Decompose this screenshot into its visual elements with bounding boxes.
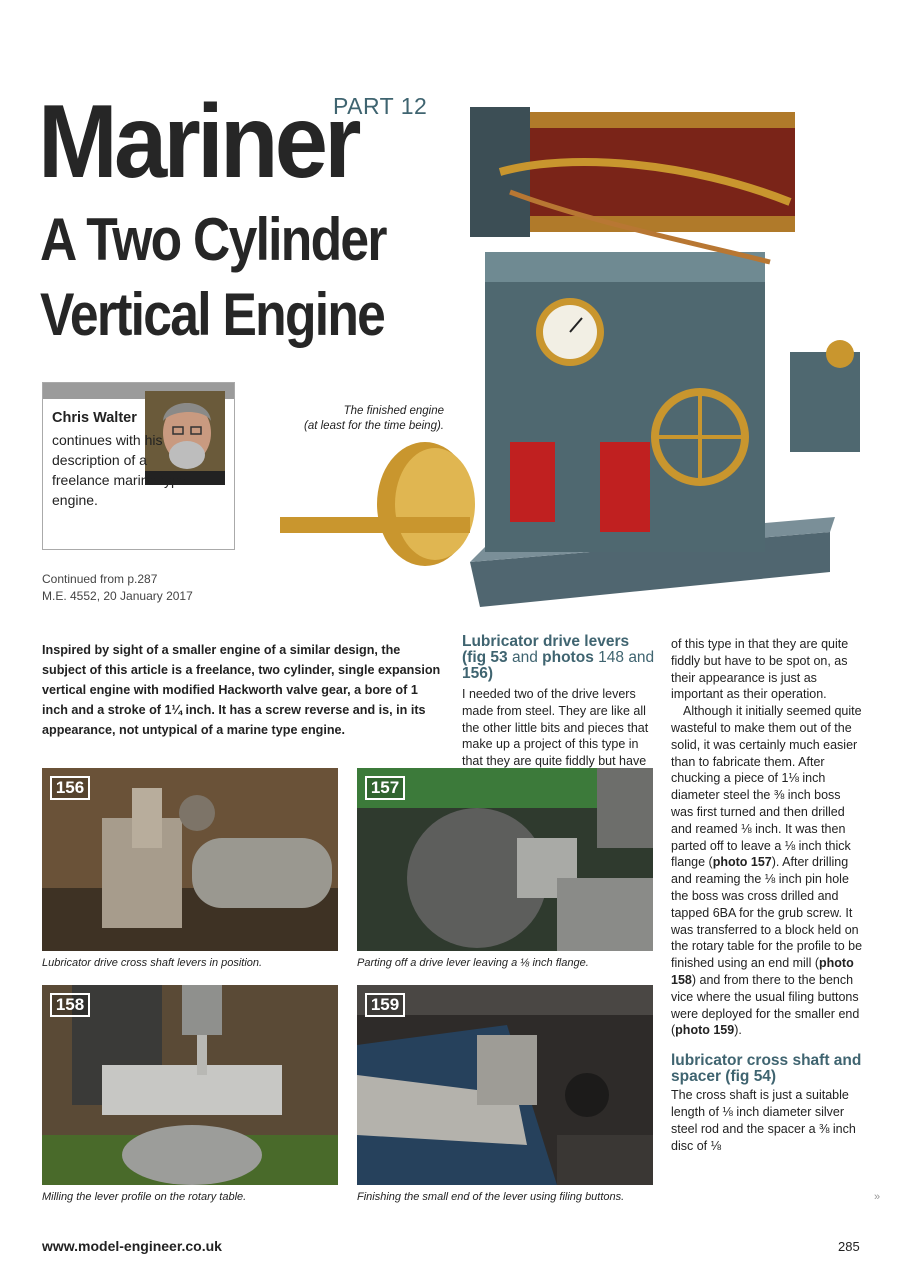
article-subtitle-line2: Vertical Engine (40, 281, 385, 348)
photo-157-caption: Parting off a drive lever leaving a ⅛ inch flange. (357, 957, 589, 969)
hero-caption: The finished engine (at least for the time being). (304, 405, 444, 432)
column-3 (671, 636, 866, 1154)
photo-157 (357, 768, 653, 951)
author-box (42, 382, 235, 550)
section1-heading: Lubricator drive levers (fig 53 and photos 148 and 156) (462, 633, 655, 682)
section1-para1: I needed two of the drive levers made from steel. They are like all the other little bits and pieces that make up a project of this type in that they are quite fiddly but have (462, 687, 649, 769)
part-label: PART 12 (333, 93, 428, 119)
photo-159-caption: Finishing the small end of the lever using filing buttons. (357, 1191, 625, 1203)
photo-number: 158 (50, 993, 90, 1017)
hero-engine-photo (270, 92, 890, 612)
photo-number: 159 (365, 993, 405, 1017)
column-2 (462, 634, 657, 770)
section1-para1-continued: of this type in that they are quite fiddly but have to be spot on, as their appearance is just as important as their operation. (671, 637, 849, 702)
author-description: continues with his description of a freelance marine type engine. (52, 432, 187, 508)
continue-arrow-icon: » (874, 1191, 881, 1203)
photo-159 (357, 985, 653, 1185)
photo-158 (42, 985, 338, 1185)
author-name: Chris Walter (52, 410, 137, 426)
section1-para2: Although it initially seemed quite wasteful to make them out of the solid, it was certainly much easier than to fabricate them. After chucking a piece of 1⅛ inch diameter steel the ⅜ inch boss was first turned and then drilled and reamed ⅛ inch. It was then parted off to leave a ⅛ inch thick flange (photo 157). After drilling and reaming the ⅛ inch pin hole the boss was cross drilled and tapped 6BA for the grub screw. It was transferred to a block held on the rotary table for the profile to be finished using an end mill (photo 158) and from there to the bench vice where the usual filing buttons were deployed for the smaller end (photo 159). (671, 704, 863, 1038)
footer-url[interactable]: www.model-engineer.co.uk (42, 1238, 222, 1254)
photo-number: 156 (50, 776, 90, 800)
photo-156 (42, 768, 338, 951)
continued-from: Continued from p.287 M.E. 4552, 20 January 2017 (42, 572, 193, 603)
page-number: 285 (838, 1239, 860, 1254)
article-title: Mariner (38, 84, 358, 200)
article-subtitle-line1: A Two Cylinder (40, 206, 386, 273)
section2-heading: lubricator cross shaft and spacer (fig 54) (671, 1052, 862, 1086)
photo-number: 157 (365, 776, 405, 800)
section2-para: The cross shaft is just a suitable length of ⅛ inch diameter silver steel rod and the spacer a ⅜ inch disc of ⅛ (671, 1088, 856, 1153)
photo-158-caption: Milling the lever profile on the rotary table. (42, 1191, 247, 1203)
photo-156-caption: Lubricator drive cross shaft levers in position. (42, 957, 263, 969)
intro-paragraph: Inspired by sight of a smaller engine of a similar design, the subject of this article is a freelance, two cylinder, single expansion vertical engine with modified Hackworth valve gear, a bore of 1 inch and a stroke of 1¼ inch. It has a screw reverse and is, in its appearance, not untypical of a marine type engine. (42, 643, 441, 737)
